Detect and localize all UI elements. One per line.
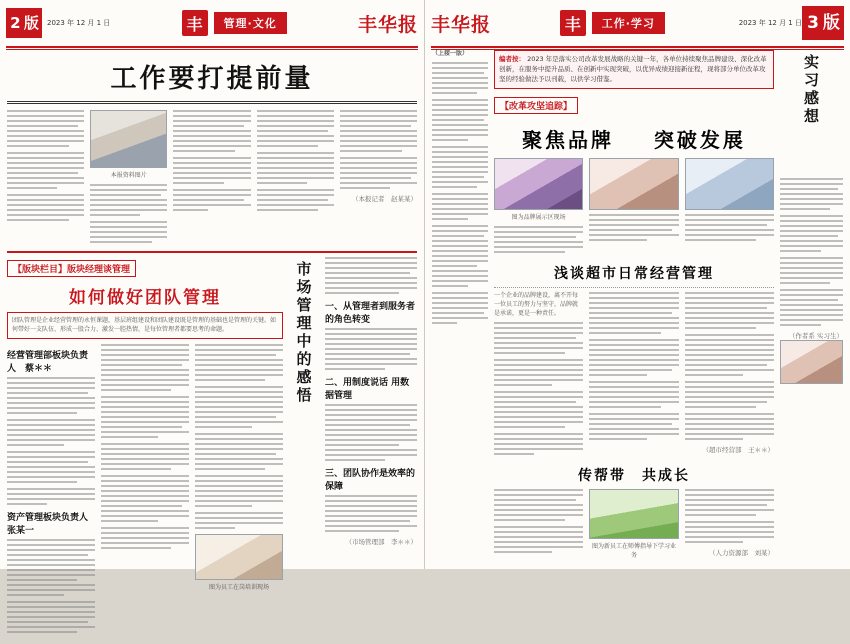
story-photo-desk	[90, 110, 167, 168]
column	[340, 110, 417, 248]
secondary-headline: 浅谈超市日常经营管理	[554, 266, 714, 283]
reflections-photo	[780, 340, 843, 384]
masthead-center-left	[110, 10, 358, 36]
vertical-headline-left: 市场管理中的感悟	[294, 261, 313, 405]
page-2	[0, 0, 425, 592]
column	[589, 489, 678, 564]
page-2-top-story	[7, 110, 417, 248]
page-2-body	[0, 58, 424, 644]
inner-section-1: 一、从管理者到服务者的角色转变	[325, 302, 416, 325]
brand-story-columns	[494, 158, 774, 258]
column	[589, 158, 678, 258]
main-headline-part-a: 聚焦品牌	[522, 128, 615, 153]
page-3-main-headline	[494, 124, 774, 153]
editors-note-text: 2023 年是落实公司改革发展战略的关键一年，各单位持续聚焦品牌建设、深化改革创新，在服务中提升品质、在创新中实现突破，以优异成绩迎接新征程，现将部分单位改革攻坚的经验做法予以刊载，以供学习借鉴。	[499, 55, 767, 83]
paper-logo-icon-right: 丰	[560, 10, 586, 36]
feature-photo-cake	[195, 534, 283, 580]
paper-logo-icon-left: 丰	[182, 10, 208, 36]
page-2-main-headline: 工作要打提前量	[110, 64, 314, 94]
inner-byline: （市场管理部 李＊＊）	[345, 538, 417, 546]
supermarket-article	[494, 292, 774, 460]
page-2-lower	[7, 257, 417, 638]
column	[589, 292, 678, 460]
page-3-grid	[432, 50, 843, 564]
column	[173, 110, 250, 248]
column	[90, 110, 167, 248]
editors-note	[494, 50, 774, 89]
mentoring-article	[494, 489, 774, 564]
feature-subsection-2: 资产管理板块负责人 张某一	[7, 513, 98, 537]
mentoring-photo	[589, 489, 678, 539]
feature-photo-caption: 图为员工在岗培训现场	[208, 584, 269, 592]
column	[7, 344, 98, 638]
column	[494, 489, 583, 564]
page-number-badge-right: 3 版	[802, 6, 844, 40]
brand-photo-store	[589, 158, 678, 210]
brand-photo-hall	[685, 158, 774, 210]
brand-photo-caption: 图为品牌展示区现场	[511, 214, 566, 222]
feature-block	[7, 257, 283, 638]
vertical-headline-right: 实习感想	[802, 54, 820, 126]
editors-note-title: 编者按：	[499, 55, 525, 63]
masthead-center-right	[491, 10, 734, 36]
column	[195, 344, 283, 638]
publish-date-right: 2023 年 12 月 1 日	[738, 19, 802, 27]
page-3	[425, 0, 850, 569]
publish-date-left: 2023 年 12 月 1 日	[47, 19, 111, 27]
continued-column	[432, 50, 488, 564]
column	[494, 158, 583, 258]
tertiary-headline: 传帮带 共成长	[578, 468, 690, 485]
page-3-main	[494, 50, 774, 564]
continued-label: （上接一版）	[432, 50, 469, 57]
page-3-body	[425, 50, 850, 570]
lead-note: 一个企业的品牌建设，离不开每一位员工的努力与坚守，品牌就是承诺，更是一种责任。	[494, 292, 579, 317]
mentoring-photo-caption: 图为新员工在师傅指导下学习业务	[591, 543, 676, 560]
main-headline-part-b: 突破发展	[653, 128, 746, 153]
page-2-masthead	[0, 0, 424, 46]
photo-caption-left: 本报资料图片	[110, 172, 147, 179]
mentoring-byline: （人力资源部 刘某）	[708, 549, 774, 558]
masthead-rule-thin-left	[6, 49, 418, 50]
section-tag-right: 工作·学习	[592, 12, 665, 34]
column	[257, 110, 334, 248]
page-number-badge-left: 2 版	[6, 8, 42, 38]
story-byline-left: （本报记者 赵某某）	[352, 195, 418, 203]
masthead-rule-right	[431, 46, 844, 48]
inner-section-3: 三、团队协作是效率的保障	[325, 469, 416, 492]
feature-subsection-1: 经营管理部板块负责人 蔡＊＊	[7, 351, 89, 375]
column	[7, 110, 84, 248]
headline-rule	[7, 101, 417, 104]
feature-columns	[7, 344, 283, 638]
feature-headline: 如何做好团队管理	[69, 288, 221, 308]
column	[325, 257, 417, 638]
vertical-title-wrap-left	[289, 257, 319, 638]
paper-name-right: 丰华报	[431, 13, 492, 36]
reflections-byline: （作者系 实习生）	[788, 332, 843, 340]
column	[101, 344, 189, 638]
column	[685, 489, 774, 564]
section-tag-left: 管理·文化	[214, 12, 287, 34]
column	[494, 292, 583, 460]
feature-abstract-text: 团队管理是企业经营管理的永恒课题，基层班组建设和团队建设既是管理的基础也是管理的关键。如何带好一支队伍、形成一股合力、激发一腔热情，是每位管理者都要思考的命题。	[12, 317, 277, 333]
dotted-divider-1	[494, 287, 774, 288]
column	[685, 158, 774, 258]
supermarket-byline: （超市经营部 王＊＊）	[702, 446, 774, 455]
feature-abstract	[7, 312, 283, 339]
column	[685, 292, 774, 460]
section-divider-left	[7, 251, 417, 253]
page-3-masthead	[425, 0, 850, 46]
section-column-label-right: 【改革攻坚追踪】	[494, 97, 578, 114]
inner-section-2: 二、用制度说话 用数据管理	[325, 378, 410, 401]
masthead-rule-left	[6, 46, 418, 48]
paper-name-left: 丰华报	[357, 13, 418, 36]
brand-photo-expo	[494, 158, 583, 210]
reflections-column	[780, 50, 843, 564]
feature-column-label: 【版块栏目】版块经理谈管理	[7, 260, 136, 277]
